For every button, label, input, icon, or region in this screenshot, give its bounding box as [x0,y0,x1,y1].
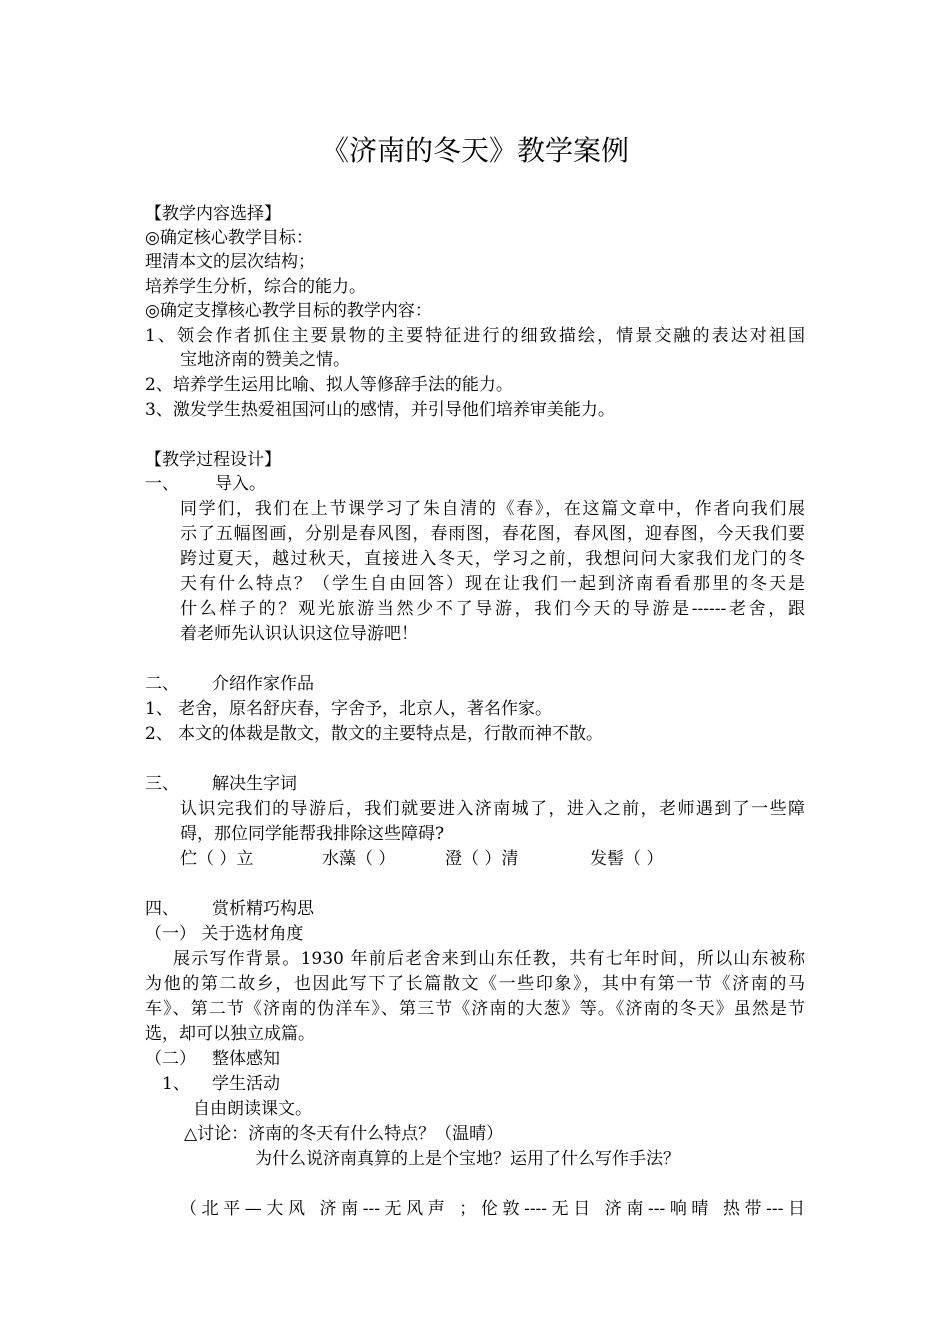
core-goal-1: 理清本文的层次结构； [145,252,315,272]
section-heading-content: 【教学内容选择】 [145,204,281,224]
part-2-item-2-text: 本文的体裁是散文，散文的主要特点是，行散而神不散。 [178,724,603,744]
part-3-para-line-2: 碍，那位同学能帮我排除这些障碍? [180,824,445,844]
support-content-heading: ◎确定支撑核心教学目标的教学内容： [145,301,432,321]
part-1-para-line-3: 跨过夏天，越过秋天，直接进入冬天，学习之前，我想问问大家我们龙门的冬 [180,549,805,569]
support-item-2: 2、培养学生运用比喻、拟人等修辞手法的能力。 [145,375,513,395]
support-item-3: 3、激发学生热爱祖国河山的感情，并引导他们培养审美能力。 [145,400,615,420]
support-item-1-line-2: 宝地济南的赞美之情。 [180,350,350,370]
discussion-line-2: 为什么说济南真算的上是个宝地？运用了什么写作手法？ [255,1149,680,1169]
part-1-para-line-2: 示了五幅图画，分别是春风图，春雨图，春花图，春风图，迎春图，今天我们要 [180,524,805,544]
part-4-sub-2-label: 整体感知 [212,1049,280,1069]
part-4-number: 四、 [145,899,179,919]
vocab-word-4: 发髻（ ） [590,849,664,869]
vocab-word-3: 澄（ ）清 [445,849,519,869]
activity-read-line: 自由朗读课文。 [193,1099,312,1119]
part-4-sub-1-para-line-2: 为他的第二故乡，也因此写下了长篇散文《一些印象》，其中有第一节《济南的马 [145,974,805,994]
discussion-line-1: △讨论：济南的冬天有什么特点？（温晴） [184,1124,504,1144]
part-4-sub-1-para-line-1: 展示写作背景。1930 年前后老舍来到山东任教，共有七年时间，所以山东被称 [173,949,805,969]
part-2-item-2-number: 2、 [145,724,173,744]
part-4-sub-1-para-line-4: 选，却可以独立成篇。 [145,1024,315,1044]
part-3-label: 解决生字词 [212,774,297,794]
part-1-para-line-4: 天有什么特点？（学生自由回答）现在让我们一起到济南看看那里的冬天是 [180,574,805,594]
part-3-para-line-1: 认识完我们的导游后，我们就要进入济南城了，进入之前，老师遇到了一些障 [180,799,805,819]
part-4-sub-2-number: （二） [145,1049,196,1069]
vocab-word-1: 伫（ ）立 [180,849,254,869]
part-4-label: 赏析精巧构思 [212,899,314,919]
core-goal-2: 培养学生分析，综合的能力。 [145,277,366,297]
section-heading-process: 【教学过程设计】 [145,450,281,470]
part-2-item-1-number: 1、 [145,699,173,719]
core-goal-heading: ◎确定核心教学目标： [145,228,313,248]
part-1-label: 导入。 [215,474,266,494]
part-1-para-line-1: 同学们，我们在上节课学习了朱自清的《春》，在这篇文章中，作者向我们展 [180,499,805,519]
part-2-label: 介绍作家作品 [212,674,314,694]
part-4-sub-1-heading: （一） 关于选材角度 [145,924,304,944]
part-4-sub-1-para-line-3: 车》、第二节《济南的伪洋车》、第三节《济南的大葱》等。《济南的冬天》虽然是节 [145,999,805,1019]
part-1-para-line-5: 什么样子的？观光旅游当然少不了导游，我们今天的导游是------老舍，跟 [180,599,805,619]
part-2-item-1-text: 老舍，原名舒庆春，字舍予，北京人，著名作家。 [178,699,552,719]
part-3-number: 三、 [145,774,179,794]
support-item-1-line-1: 1、领会作者抓住主要景物的主要特征进行的细致描绘，情景交融的表达对祖国 [145,326,805,346]
part-2-number: 二、 [145,674,179,694]
vocab-word-2: 水藻（ ） [322,849,396,869]
comparison-line: （北平—大风 济南---无风声 ；伦敦----无日 济南---响晴 热带---日 [180,1199,805,1219]
activity-number: 1、 [162,1074,190,1094]
part-1-number: 一、 [145,474,179,494]
part-1-para-line-6: 着老师先认识认识这位导游吧！ [180,624,418,644]
document-title: 《济南的冬天》教学案例 [320,134,629,167]
activity-label: 学生活动 [212,1074,280,1094]
